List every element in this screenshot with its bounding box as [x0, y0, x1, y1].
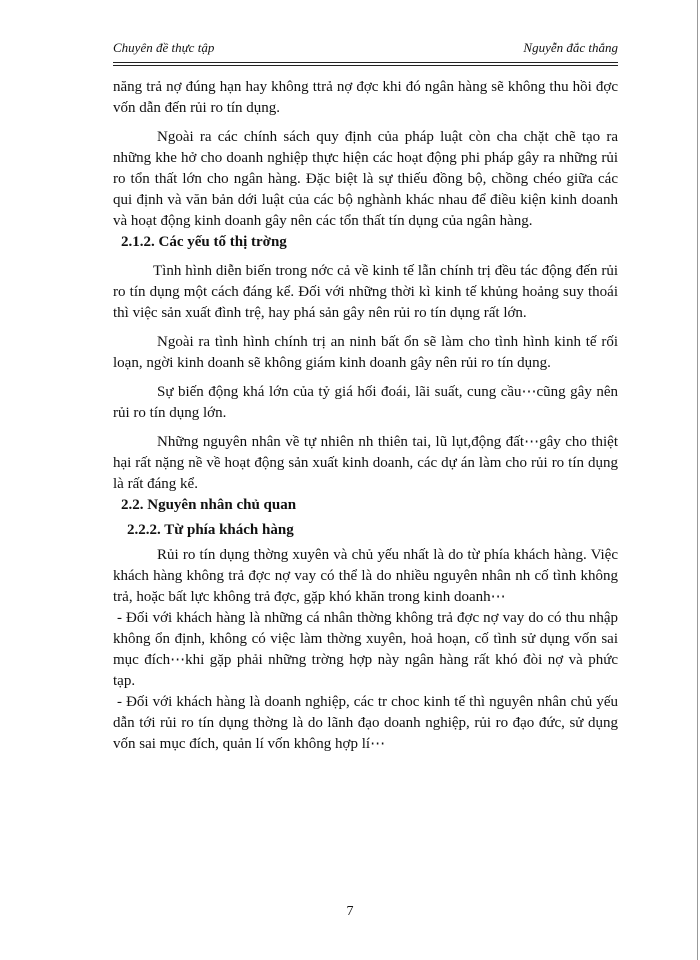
paragraph-business-customers: - Đối với khách hàng là doanh nghiệp, các tr choc kinh tế thì nguyên nhân chủ yếu dẫn tới rủi ro tín dụng thờng là do lãnh đạo doanh nghiệp, rủi ro đạo đức, sử dụng vốn sai mục đích, quản lí vốn không hợp lí⋯	[113, 694, 618, 752]
header-left-title: Chuyên đề thực tập	[113, 40, 215, 55]
document-body	[113, 77, 618, 755]
paragraph-continuation: năng trả nợ đúng hạn hay không ttrả nợ đợc khi đó ngân hàng sẽ không thu hồi đợc vốn dẫn đến rủi ro tín dụng.	[113, 79, 618, 116]
header-right-author: Nguyễn đắc thắng	[523, 40, 618, 55]
paragraph-political-instability: Ngoài ra tình hình chính trị an ninh bất ổn sẽ làm cho tình hình kinh tế rối loạn, ngời kinh doanh sẽ không giám kinh doanh gây nên rủi ro tín dụng.	[113, 334, 618, 371]
section-heading-2-2: 2.2. Nguyên nhân chủ quan	[121, 497, 297, 513]
paragraph-exchange-rate: Sự biến động khá lớn của tỷ giá hối đoái, lãi suất, cung cầu⋯cũng gây nên rủi ro tín dụng lớn.	[113, 384, 618, 421]
section-heading-2-1-2: 2.1.2. Các yếu tố thị trờng	[121, 234, 287, 250]
paragraph-legal-policy: Ngoài ra các chính sách quy định của pháp luật còn cha chặt chẽ tạo ra những khe hở cho doanh nghiệp thực hiện các hoạt động phi pháp gây ra những rủi ro tổn thất lớn cho ngân hàng. Đặc biệt là sự thiếu đồng bộ, chồng chéo giữa các qui định và văn bản dới luật của các bộ nghành khác nhau để điều kiện kinh doanh và hoạt động kinh doanh gây nên các tổn thất tín dụng của ngân hàng.	[113, 129, 618, 229]
paragraph-market-situation: Tình hình diễn biến trong nớc cả về kinh tế lẫn chính trị đều tác động đến rủi ro tín dụng một cách đáng kể. Đối với những thời kì kinh tế khủng hoảng suy thoái thì việc sản xuất đình trệ, hay phá sản gây nên rủi ro tín dụng rất lớn.	[113, 263, 618, 321]
page-edge-line	[697, 0, 698, 960]
page-header	[113, 40, 618, 62]
paragraph-natural-causes: Những nguyên nhân về tự nhiên nh thiên tai, lũ lụt,động đất⋯gây cho thiệt hại rất nặng nề về hoạt động sản xuất kinh doanh, các dự án làm cho rủi ro tín dụng là rất đáng kể.	[113, 434, 618, 492]
section-heading-2-2-2: 2.2.2. Từ phía khách hàng	[127, 522, 294, 538]
paragraph-individual-customers: - Đối với khách hàng là những cá nhân thờng không trả đợc nợ vay do có thu nhập không ổn định, không có việc làm thờng xuyên, hoả hoạn, cố tình sử dụng vốn sai mục đích⋯khi gặp phải những trờng hợp này ngân hàng rất khó đòi nợ và phức tạp.	[113, 610, 618, 689]
header-rule	[113, 62, 618, 63]
paragraph-customer-causes: Rủi ro tín dụng thờng xuyên và chủ yếu nhất là do từ phía khách hàng. Việc khách hàng không trả đợc nợ vay có thể là do nhiều nguyên nhân nh cố tình không trả, hoặc bất lực không trả đợc, gặp khó khăn trong kinh doanh⋯	[113, 547, 618, 605]
page-number: 7	[346, 904, 354, 919]
header-rule-double	[113, 65, 618, 66]
